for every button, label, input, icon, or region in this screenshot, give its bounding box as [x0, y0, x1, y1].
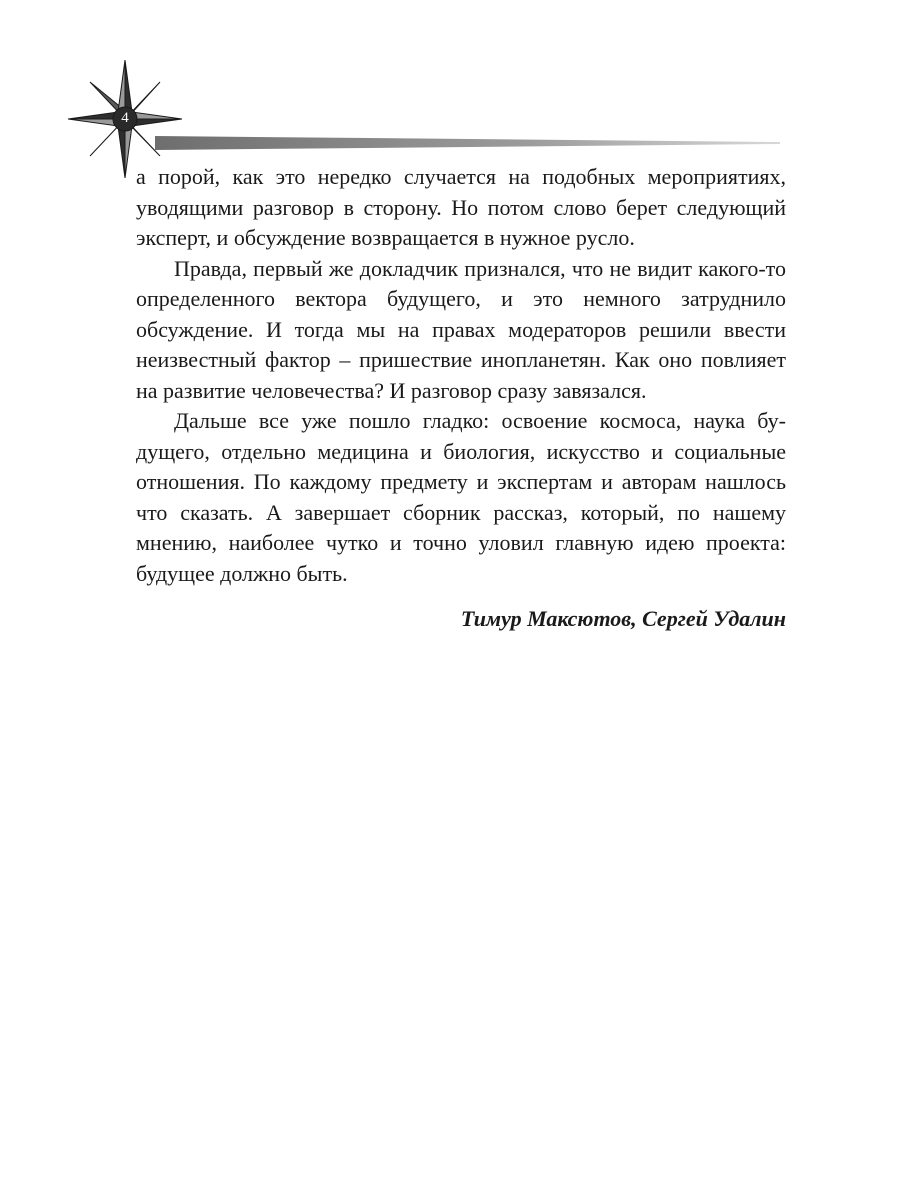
paragraph: Дальше все уже пошло гладко: освоение космоса, наука будущего, отдельно медицина и биология, искусство и социальные отношения. По каждому предмету и экспертам и авторам нашлось что сказать. А завершает сборник рассказ, который, по нашему мнению, наиболее чутко и точно уловил главную идею проекта: будущее должно быть. — [136, 408, 786, 586]
author-signature: Тимур Максютов, Сергей Удалин — [460, 606, 786, 631]
page-header — [0, 0, 900, 180]
page-number: 4 — [121, 110, 129, 126]
header-rule — [155, 136, 780, 150]
paragraph: Правда, первый же докладчик признался, что не видит какого-то определенного вектора будущего, и это немного затруднило обсуждение. И тогда мы на правах модераторов решили ввести неизвестный фактор – пришествие инопланетян. Как оно повлияет на развитие человечества? И разговор сразу завязался. — [136, 255, 786, 403]
paragraph: а порой, как это нередко случается на подобных мероприятиях, уводящими разговор в сторону. Но потом слово берет следующий эксперт, и обсуждение возвращается в нужное русло. — [136, 164, 786, 250]
body-text — [136, 162, 786, 589]
